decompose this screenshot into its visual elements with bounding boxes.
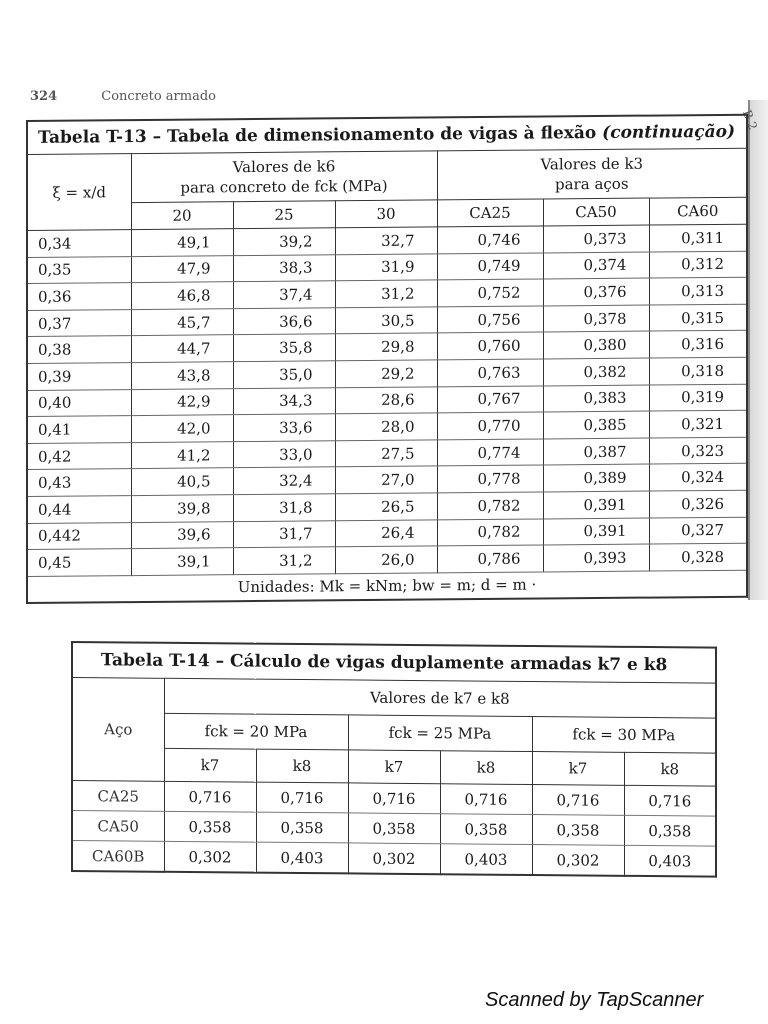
value-cell: 0,385 — [543, 411, 649, 439]
adjacent-page-edge — [739, 100, 768, 600]
fck-header: fck = 25 MPa — [348, 715, 532, 752]
value-cell: 42,9 — [131, 388, 233, 415]
value-cell: 28,6 — [335, 386, 437, 413]
value-cell: 39,2 — [233, 228, 335, 255]
sub-header: 30 — [335, 200, 437, 228]
xi-cell: 0,35 — [27, 256, 131, 284]
units-note: Unidades: Mk = kNm; bw = m; d = m · — [27, 570, 747, 603]
value-cell: 0,749 — [437, 253, 543, 281]
sub-header: 25 — [233, 201, 335, 229]
fck-header: fck = 20 MPa — [164, 713, 348, 750]
value-cell: 0,774 — [437, 439, 543, 467]
table-t14-title: Tabela T-14 – Cálculo de vigas duplamente armadas k7 e k8 — [72, 642, 716, 683]
value-cell: 31,2 — [233, 547, 335, 574]
value-cell: 0,319 — [649, 384, 747, 411]
scanner-watermark: Scanned by TapScanner — [485, 989, 704, 1011]
value-cell: 0,387 — [543, 438, 649, 466]
adjacent-page-text: B.2 — [739, 108, 760, 132]
xi-cell: 0,44 — [27, 496, 131, 524]
value-cell: 0,782 — [437, 519, 543, 547]
table-t13 — [26, 114, 746, 604]
k-header: k7 — [164, 748, 256, 782]
sub-header: 20 — [131, 202, 233, 230]
value-cell: 31,7 — [233, 520, 335, 547]
value-cell: 0,316 — [649, 331, 747, 358]
table-row — [72, 841, 716, 877]
value-cell: 0,378 — [543, 305, 649, 333]
value-cell: 0,716 — [440, 784, 532, 815]
page-number: 324 — [30, 89, 58, 100]
value-cell: 49,1 — [131, 229, 233, 256]
value-cell: 28,0 — [335, 413, 437, 440]
value-cell: 0,716 — [348, 783, 440, 814]
value-cell: 39,1 — [131, 548, 233, 575]
xi-cell: 0,36 — [27, 283, 131, 311]
value-cell: 46,8 — [131, 282, 233, 309]
xi-cell: 0,39 — [27, 363, 131, 391]
value-cell: 30,5 — [335, 307, 437, 334]
value-cell: 0,383 — [543, 385, 649, 413]
k-header: k7 — [348, 750, 440, 784]
value-cell: 29,8 — [335, 333, 437, 360]
table-t13-title-text: Tabela T-13 – Tabela de dimensionamento de vigas à flexão — [38, 123, 597, 148]
value-cell: 0,374 — [543, 252, 649, 280]
value-cell: 0,786 — [437, 545, 543, 573]
xi-cell: 0,41 — [27, 416, 131, 444]
value-cell: 0,373 — [543, 225, 649, 253]
steel-cell: CA60B — [72, 841, 164, 872]
sub-header: CA50 — [543, 198, 649, 226]
value-cell: 35,8 — [233, 334, 335, 361]
value-cell: 38,3 — [233, 254, 335, 281]
value-cell: 44,7 — [131, 335, 233, 362]
xi-cell: 0,38 — [27, 336, 131, 364]
value-cell: 45,7 — [131, 308, 233, 335]
xi-cell: 0,42 — [27, 442, 131, 470]
value-cell: 0,393 — [543, 544, 649, 572]
value-cell: 47,9 — [131, 255, 233, 282]
value-cell: 0,302 — [532, 845, 624, 876]
value-cell: 27,5 — [335, 440, 437, 467]
value-cell: 37,4 — [233, 281, 335, 308]
xi-cell: 0,43 — [27, 469, 131, 497]
value-cell: 29,2 — [335, 360, 437, 387]
value-cell: 0,358 — [624, 815, 716, 846]
value-cell: 0,746 — [437, 226, 543, 254]
value-cell: 0,403 — [256, 842, 348, 873]
value-cell: 0,358 — [164, 811, 256, 842]
value-cell: 39,8 — [131, 495, 233, 522]
value-cell: 0,403 — [440, 844, 532, 875]
value-cell: 0,358 — [440, 814, 532, 845]
value-cell: 0,323 — [649, 437, 747, 464]
value-cell: 39,6 — [131, 521, 233, 548]
value-cell: 33,6 — [233, 414, 335, 441]
value-cell: 0,326 — [649, 490, 747, 517]
value-cell: 35,0 — [233, 361, 335, 388]
xi-cell: 0,45 — [27, 549, 131, 577]
value-cell: 0,716 — [532, 785, 624, 816]
value-cell: 0,318 — [649, 357, 747, 384]
value-cell: 0,382 — [543, 358, 649, 386]
value-cell: 31,9 — [335, 254, 437, 281]
xi-header: ξ = x/d — [27, 154, 131, 231]
k-header: k8 — [624, 752, 716, 786]
value-cell: 0,756 — [437, 306, 543, 334]
k-header: k7 — [532, 752, 624, 786]
value-cell: 0,380 — [543, 331, 649, 359]
k-header: k8 — [256, 749, 348, 783]
value-cell: 26,0 — [335, 546, 437, 573]
value-cell: 27,0 — [335, 466, 437, 493]
value-cell: 0,716 — [624, 785, 716, 816]
value-cell: 0,391 — [543, 491, 649, 519]
k6-header-line2: para concreto de fck (MPa) — [180, 176, 388, 197]
value-cell: 0,315 — [649, 304, 747, 331]
value-cell: 26,5 — [335, 493, 437, 520]
value-cell: 0,358 — [256, 812, 348, 843]
value-cell: 0,389 — [543, 464, 649, 492]
xi-cell: 0,34 — [27, 230, 131, 258]
value-cell: 0,312 — [649, 251, 747, 278]
xi-cell: 0,37 — [27, 309, 131, 337]
value-cell: 0,403 — [624, 845, 716, 876]
fck-header: fck = 30 MPa — [532, 717, 716, 754]
value-cell: 0,716 — [164, 781, 256, 812]
value-cell: 34,3 — [233, 387, 335, 414]
value-cell: 43,8 — [131, 362, 233, 389]
value-cell: 40,5 — [131, 468, 233, 495]
value-cell: 0,770 — [437, 412, 543, 440]
steel-cell: CA50 — [72, 811, 164, 842]
value-cell: 32,4 — [233, 467, 335, 494]
value-cell: 41,2 — [131, 441, 233, 468]
value-cell: 0,391 — [543, 518, 649, 546]
sub-header: CA25 — [437, 199, 543, 227]
value-cell: 0,302 — [348, 843, 440, 874]
value-cell: 0,302 — [164, 841, 256, 872]
k3-header-line2: para aços — [555, 174, 629, 194]
value-cell: 33,0 — [233, 441, 335, 468]
k3-header-line1: Valores de k3 — [540, 154, 644, 174]
value-cell: 32,7 — [335, 227, 437, 254]
steel-cell: CA25 — [72, 781, 164, 812]
xi-cell: 0,442 — [27, 522, 131, 550]
value-cell: 31,8 — [233, 494, 335, 521]
running-title: Concreto armado — [101, 89, 216, 100]
value-cell: 42,0 — [131, 415, 233, 442]
value-cell: 0,327 — [649, 517, 747, 544]
table-t13-title-cont: (continuação) — [602, 121, 736, 143]
steel-header: Aço — [72, 678, 164, 782]
k-header: k8 — [440, 751, 532, 785]
value-cell: 0,760 — [437, 332, 543, 360]
k6-header-line1: Valores de k6 — [232, 157, 336, 177]
value-cell: 0,358 — [348, 813, 440, 844]
value-cell: 0,313 — [649, 277, 747, 304]
table-t14 — [71, 641, 715, 878]
value-cell: 31,2 — [335, 280, 437, 307]
value-cell: 0,328 — [649, 543, 747, 570]
value-cell: 36,6 — [233, 308, 335, 335]
page-header — [30, 86, 216, 100]
table-t13-grid — [26, 114, 748, 604]
value-cell: 0,752 — [437, 279, 543, 307]
sub-header: CA60 — [649, 197, 747, 225]
value-cell: 0,358 — [532, 815, 624, 846]
value-cell: 0,311 — [649, 224, 747, 251]
table-t14-grid — [71, 641, 717, 878]
value-cell: 0,321 — [649, 410, 747, 437]
xi-cell: 0,40 — [27, 389, 131, 417]
values-header: Valores de k7 e k8 — [164, 678, 716, 718]
value-cell: 0,778 — [437, 465, 543, 493]
k3-header — [437, 148, 747, 200]
value-cell: 0,763 — [437, 359, 543, 387]
k6-header — [131, 151, 437, 203]
value-cell: 26,4 — [335, 519, 437, 546]
value-cell: 0,782 — [437, 492, 543, 520]
value-cell: 0,767 — [437, 386, 543, 414]
value-cell: 0,376 — [543, 278, 649, 306]
value-cell: 0,324 — [649, 464, 747, 491]
value-cell: 0,716 — [256, 782, 348, 813]
